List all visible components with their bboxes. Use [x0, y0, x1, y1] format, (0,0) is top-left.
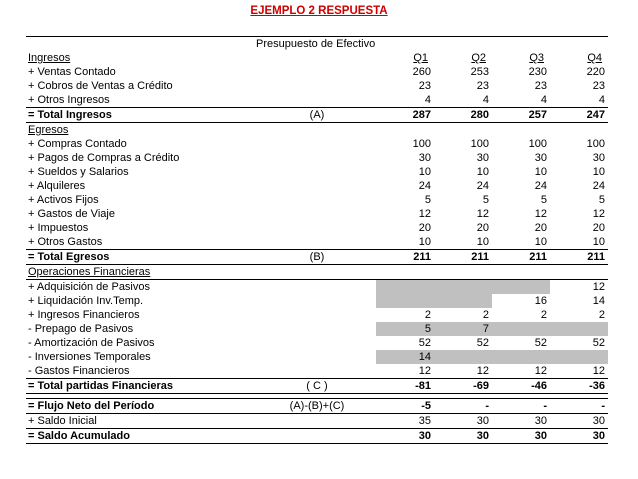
quarter-header: Q3: [529, 52, 544, 64]
value-cell: 2: [540, 309, 547, 321]
table-row: [26, 294, 608, 308]
row-label: - Gastos Financieros: [28, 365, 130, 377]
quarter-header: Q4: [587, 52, 602, 64]
row-label: = Total Ingresos: [26, 108, 258, 123]
value-cell: 100: [528, 138, 547, 150]
table-row: [26, 193, 608, 207]
row-reference: [258, 207, 376, 221]
value-cell: 5: [376, 322, 434, 336]
value-cell: 10: [476, 166, 489, 178]
value-cell: [550, 322, 608, 336]
row-reference: [258, 350, 376, 364]
value-cell: 10: [534, 236, 547, 248]
row-reference: [258, 429, 376, 444]
value-cell: 100: [412, 138, 431, 150]
row-label: + Adquisición de Pasivos: [28, 281, 150, 293]
value-cell: 24: [534, 180, 547, 192]
header-spacer: [258, 51, 376, 65]
value-cell: 12: [592, 208, 605, 220]
row-reference: [258, 280, 376, 295]
row-reference: [258, 65, 376, 79]
table-row: [26, 221, 608, 235]
value-cell: 10: [418, 236, 431, 248]
value-cell: 10: [418, 166, 431, 178]
row-label: - Prepago de Pasivos: [28, 323, 134, 335]
row-reference: [258, 137, 376, 151]
row-label: + Saldo Inicial: [28, 415, 97, 427]
table-row: [26, 65, 608, 79]
value-cell: -: [550, 399, 608, 414]
value-cell: 16: [534, 295, 547, 307]
value-cell: 12: [534, 208, 547, 220]
saldo-acumulado-row: [26, 429, 608, 444]
value-cell: 52: [534, 337, 547, 349]
financieras-heading: [26, 265, 608, 280]
table-row: [26, 93, 608, 108]
row-reference: [258, 414, 376, 429]
value-cell: 23: [592, 80, 605, 92]
value-cell: 23: [476, 80, 489, 92]
table-row: [26, 280, 608, 295]
row-label: + Ingresos Financieros: [28, 309, 140, 321]
row-label: + Gastos de Viaje: [28, 208, 115, 220]
row-reference: [258, 179, 376, 193]
table-row: [26, 179, 608, 193]
row-reference: [258, 235, 376, 250]
row-label: = Saldo Acumulado: [26, 429, 258, 444]
value-cell: 253: [470, 66, 489, 78]
value-cell: 20: [592, 222, 605, 234]
egresos-heading: [26, 123, 608, 138]
value-cell: 100: [586, 138, 605, 150]
value-cell: 30: [476, 152, 489, 164]
value-cell: 211: [550, 250, 608, 265]
row-label: = Total Egresos: [26, 250, 258, 265]
value-cell: -69: [434, 379, 492, 394]
value-cell: 5: [424, 194, 431, 206]
value-cell: 10: [592, 236, 605, 248]
row-reference: (B): [258, 250, 376, 265]
row-label: + Impuestos: [28, 222, 89, 234]
value-cell: 280: [434, 108, 492, 123]
table-row: [26, 79, 608, 93]
value-cell: 287: [376, 108, 434, 123]
row-label: + Liquidación Inv.Temp.: [28, 295, 144, 307]
value-cell: 211: [492, 250, 550, 265]
value-cell: -5: [376, 399, 434, 414]
value-cell: 35: [418, 415, 431, 427]
value-cell: 7: [434, 322, 492, 336]
table-row: [26, 207, 608, 221]
row-label: + Compras Contado: [28, 138, 127, 150]
quarter-header: Q1: [413, 52, 428, 64]
value-cell: -36: [550, 379, 608, 394]
section-heading: Egresos: [28, 124, 69, 136]
caption-text: Presupuesto de Efectivo: [256, 38, 376, 50]
value-cell: -81: [376, 379, 434, 394]
value-cell: 100: [470, 138, 489, 150]
value-cell: 220: [586, 66, 605, 78]
value-cell: 12: [418, 365, 431, 377]
row-label: + Otros Gastos: [28, 236, 103, 248]
row-reference: (A): [258, 108, 376, 123]
value-cell: 12: [476, 208, 489, 220]
row-label: - Inversiones Temporales: [28, 351, 151, 363]
row-label: + Cobros de Ventas a Crédito: [28, 80, 173, 92]
table-row: [26, 350, 608, 364]
value-cell: 10: [534, 166, 547, 178]
value-cell: 4: [424, 94, 431, 106]
value-cell: 30: [534, 415, 547, 427]
value-cell: [376, 294, 434, 308]
table-row: [26, 308, 608, 322]
value-cell: -46: [492, 379, 550, 394]
value-cell: 5: [482, 194, 489, 206]
table-row: [26, 364, 608, 379]
header-row: [26, 51, 608, 65]
value-cell: 211: [434, 250, 492, 265]
table-row: [26, 151, 608, 165]
value-cell: 4: [598, 94, 605, 106]
value-cell: 12: [534, 365, 547, 377]
value-cell: 10: [592, 166, 605, 178]
value-cell: 52: [592, 337, 605, 349]
value-cell: 30: [534, 152, 547, 164]
value-cell: 20: [476, 222, 489, 234]
value-cell: 247: [550, 108, 608, 123]
value-cell: 24: [592, 180, 605, 192]
quarter-header: Q2: [471, 52, 486, 64]
table-row: [26, 137, 608, 151]
row-reference: [258, 221, 376, 235]
row-reference: ( C ): [258, 379, 376, 394]
value-cell: 14: [592, 295, 605, 307]
value-cell: 4: [482, 94, 489, 106]
saldo-inicial-row: [26, 414, 608, 429]
value-cell: 24: [418, 180, 431, 192]
value-cell: 2: [482, 309, 489, 321]
value-cell: 30: [418, 152, 431, 164]
value-cell: [434, 280, 492, 295]
row-reference: [258, 93, 376, 108]
row-reference: [258, 165, 376, 179]
value-cell: [434, 294, 492, 308]
value-cell: 52: [476, 337, 489, 349]
value-cell: [376, 280, 434, 295]
value-cell: 12: [418, 208, 431, 220]
value-cell: 30: [492, 429, 550, 444]
table-row: [26, 235, 608, 250]
value-cell: 30: [434, 429, 492, 444]
total-row: [26, 108, 608, 123]
row-reference: [258, 308, 376, 322]
value-cell: 30: [592, 415, 605, 427]
cash-budget-table: [26, 51, 608, 444]
value-cell: 24: [476, 180, 489, 192]
row-label: = Total partidas Financieras: [26, 379, 258, 394]
row-reference: [258, 151, 376, 165]
value-cell: 4: [540, 94, 547, 106]
value-cell: 14: [376, 350, 434, 364]
value-cell: 260: [412, 66, 431, 78]
row-label: + Alquileres: [28, 180, 86, 192]
row-label: + Sueldos y Salarios: [28, 166, 129, 178]
total-row: [26, 379, 608, 394]
value-cell: -: [434, 399, 492, 414]
row-reference: [258, 79, 376, 93]
value-cell: [492, 280, 550, 295]
row-reference: [258, 193, 376, 207]
row-reference: [258, 294, 376, 308]
total-row: [26, 250, 608, 265]
table-caption: [26, 36, 608, 51]
flujo-row: [26, 399, 608, 414]
row-label: - Amortización de Pasivos: [28, 337, 155, 349]
page-title: EJEMPLO 2 RESPUESTA: [250, 5, 388, 17]
value-cell: 10: [476, 236, 489, 248]
value-cell: 23: [418, 80, 431, 92]
table-row: [26, 336, 608, 350]
value-cell: 257: [492, 108, 550, 123]
value-cell: [550, 350, 608, 364]
value-cell: 12: [476, 365, 489, 377]
section-heading: Operaciones Financieras: [26, 265, 608, 280]
row-label: + Activos Fijos: [28, 194, 99, 206]
value-cell: [492, 350, 550, 364]
value-cell: 20: [418, 222, 431, 234]
section-heading: Ingresos: [28, 52, 71, 64]
value-cell: 30: [550, 429, 608, 444]
value-cell: 230: [528, 66, 547, 78]
row-reference: [258, 322, 376, 336]
table-row: [26, 165, 608, 179]
value-cell: 23: [534, 80, 547, 92]
table-row: [26, 322, 608, 336]
value-cell: 30: [476, 415, 489, 427]
value-cell: 2: [598, 309, 605, 321]
value-cell: [434, 350, 492, 364]
row-label: = Flujo Neto del Período: [26, 399, 258, 414]
value-cell: 30: [376, 429, 434, 444]
value-cell: 5: [598, 194, 605, 206]
row-reference: (A)-(B)+(C): [258, 399, 376, 414]
value-cell: 5: [540, 194, 547, 206]
value-cell: 20: [534, 222, 547, 234]
value-cell: 12: [592, 365, 605, 377]
cash-budget-sheet: [26, 36, 608, 444]
row-label: + Otros Ingresos: [28, 94, 110, 106]
value-cell: [492, 322, 550, 336]
value-cell: 30: [592, 152, 605, 164]
row-label: + Ventas Contado: [28, 66, 116, 78]
value-cell: -: [492, 399, 550, 414]
value-cell: 12: [592, 281, 605, 293]
row-reference: [258, 364, 376, 379]
row-label: + Pagos de Compras a Crédito: [28, 152, 180, 164]
row-reference: [258, 336, 376, 350]
value-cell: 2: [424, 309, 431, 321]
value-cell: 52: [418, 337, 431, 349]
value-cell: 211: [376, 250, 434, 265]
